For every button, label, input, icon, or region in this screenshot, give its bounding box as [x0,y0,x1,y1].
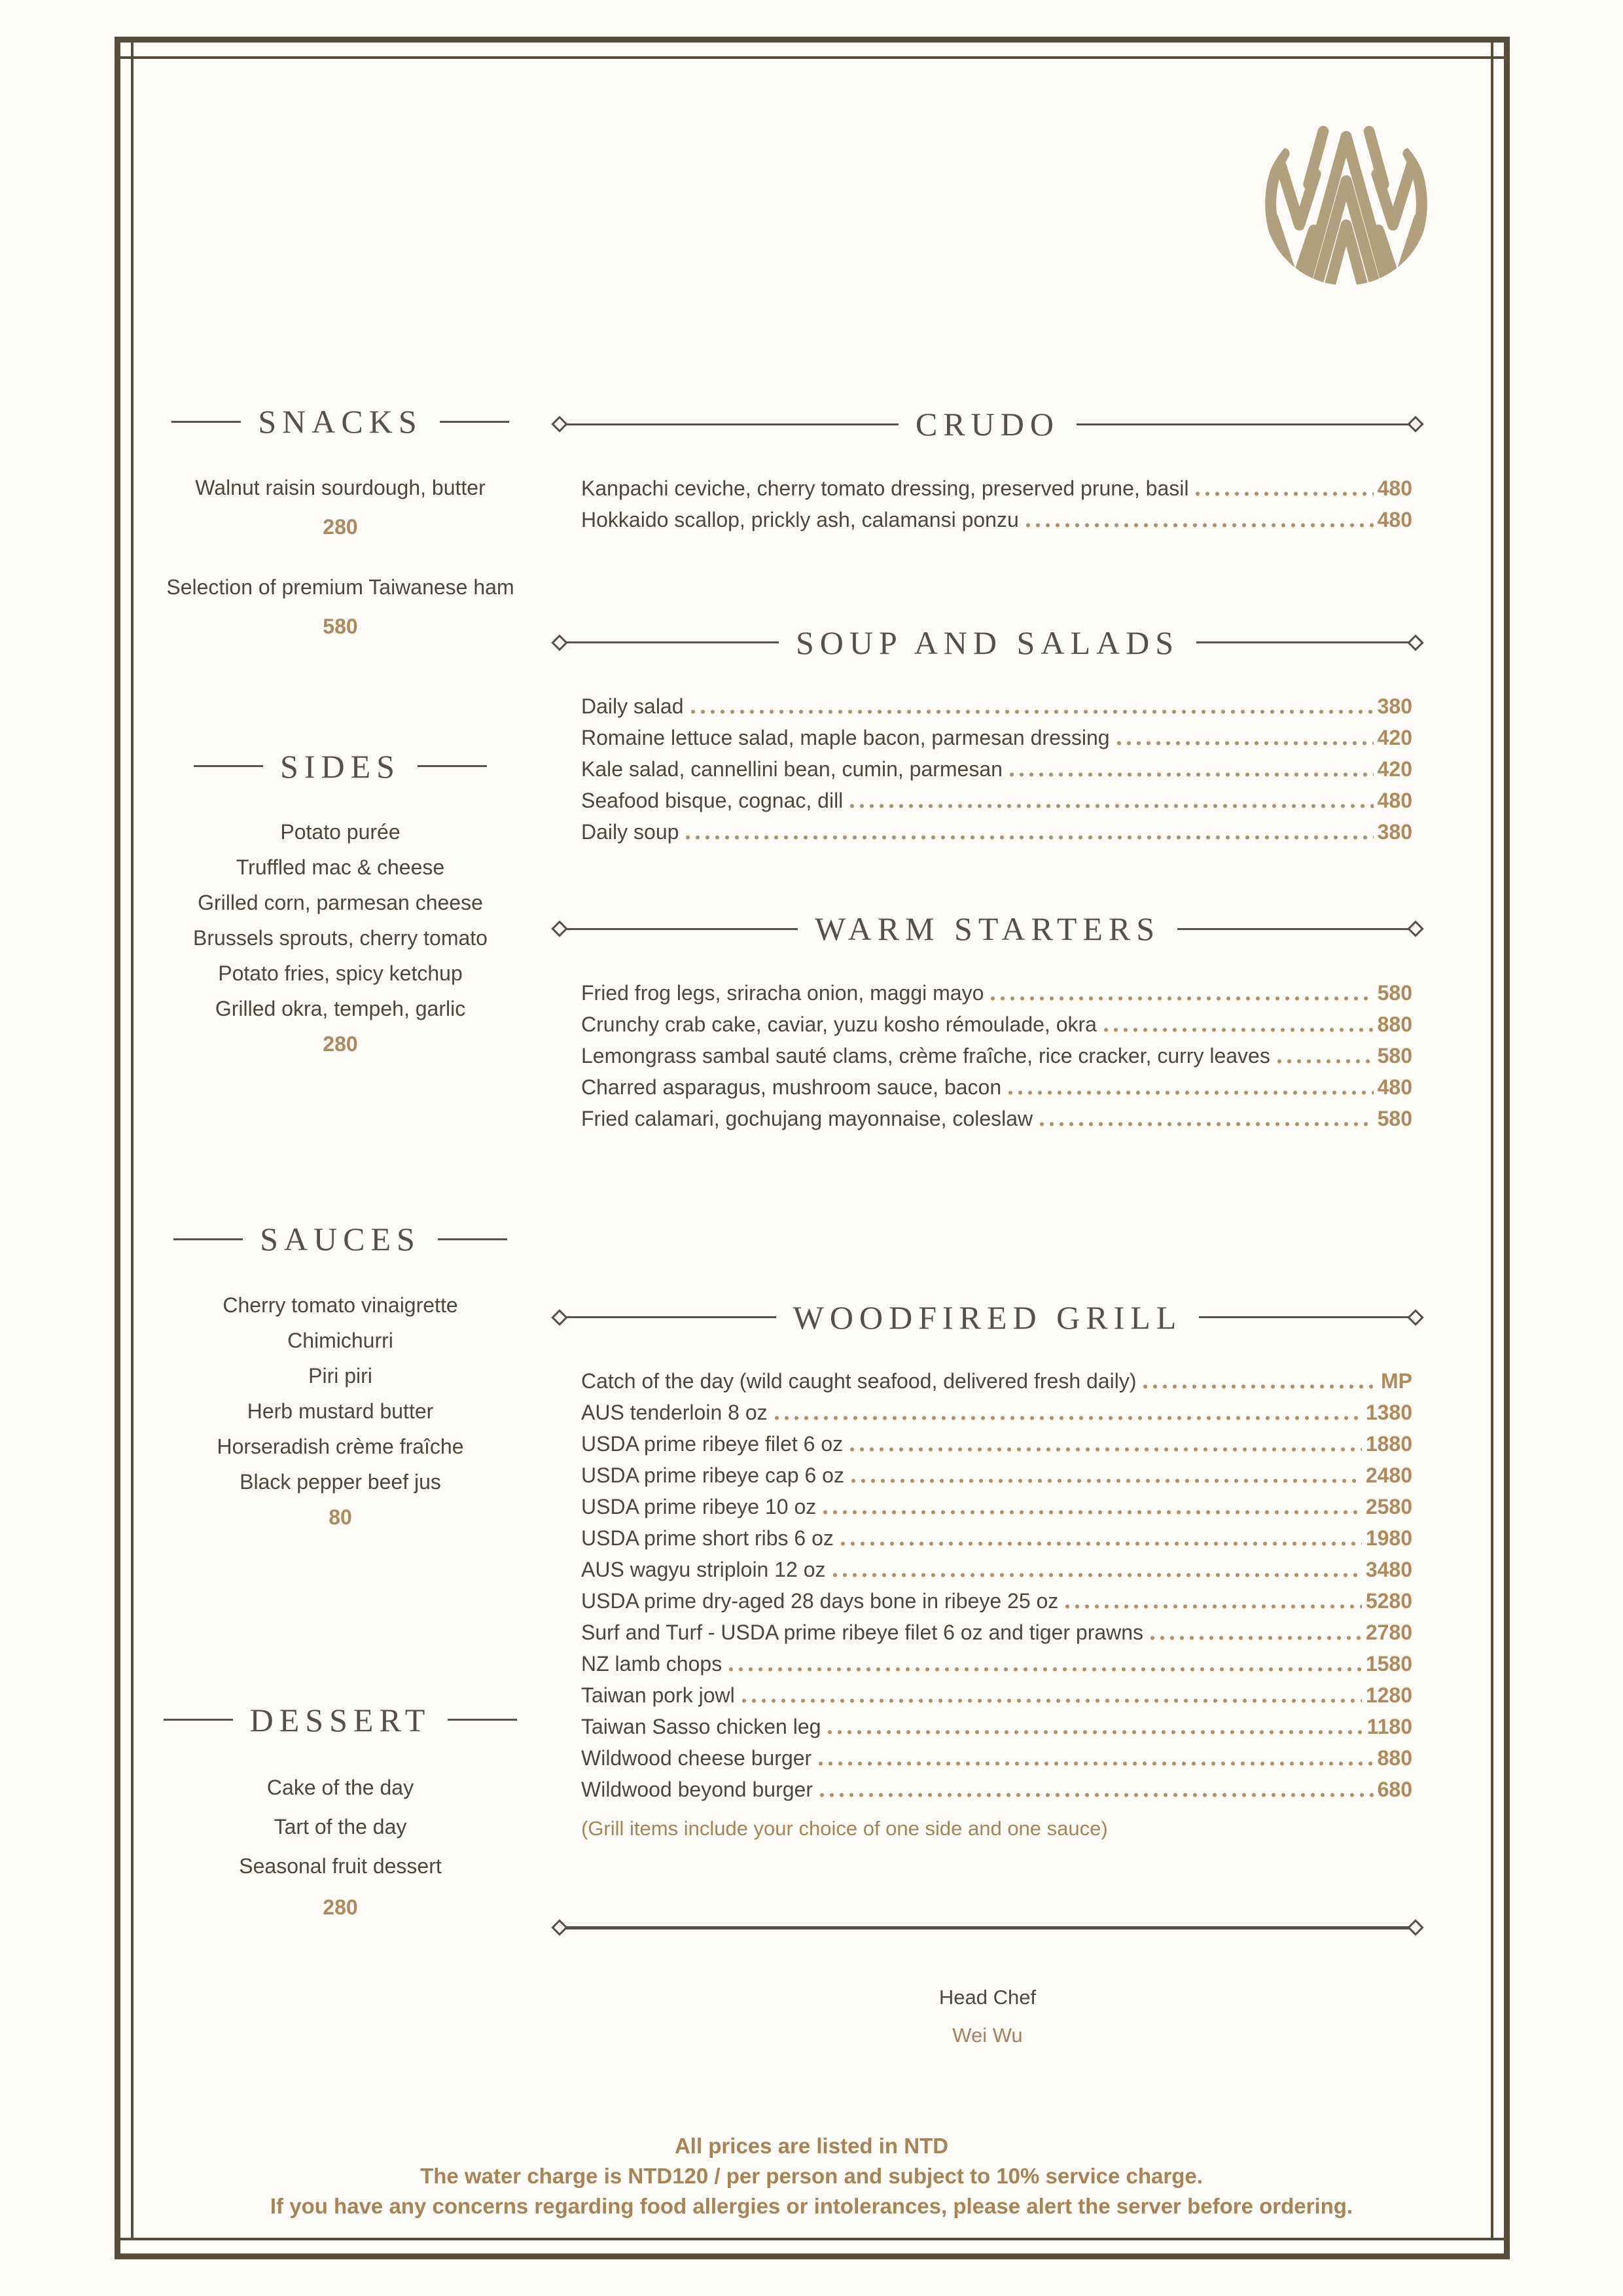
section-note: (Grill items include your choice of one side and one sauce) [581,1817,1108,1840]
diamond-icon [551,416,567,432]
menu-group-price: 80 [329,1505,352,1529]
menu-item-name: Selection of premium Taiwanese ham [166,575,514,599]
diamond-icon [1407,416,1423,432]
menu-item-price: 380 [1377,694,1412,718]
section-title-text: DESSERT [249,1701,431,1738]
menu-item-name: Taiwan Sasso chicken leg [581,1715,821,1738]
menu-group [164,1287,517,1535]
header-rule [164,1719,233,1721]
header-rule [565,928,798,930]
menu-item [581,1617,1412,1648]
menu-item-name: USDA prime ribeye cap 6 oz [581,1463,844,1487]
diamond-icon [551,1309,567,1325]
menu-item-price: 5280 [1365,1589,1412,1613]
section-title-text: SAUCES [260,1221,421,1257]
menu-item-name: Walnut raisin sourdough, butter [195,475,486,499]
menu-item-name: Hokkaido scallop, prickly ash, calamansi ponzu [581,507,1019,531]
menu-item [581,1071,1412,1103]
menu-section-snacks [164,401,517,644]
diamond-icon [551,634,567,651]
menu-section-woodfired-grill [554,1297,1421,1844]
menu-item [581,816,1412,848]
header-rule [1077,423,1410,425]
menu-item [581,1009,1412,1040]
right-column [554,0,1421,2050]
chef-name: Wei Wu [952,2024,1023,2047]
menu-item-price: 1880 [1365,1432,1412,1456]
menu-item-name: Black pepper beef jus [240,1469,441,1494]
header-rule [171,421,241,423]
menu-item-price: 1580 [1365,1652,1412,1676]
menu-item-name: Lemongrass sambal sauté clams, crème fraîche, rice cracker, curry leaves [581,1043,1270,1067]
menu-item-price: 480 [1377,789,1412,812]
menu-item-name: Brussels sprouts, cherry tomato [193,926,488,950]
header-rule [173,1238,243,1240]
menu-item-price: 680 [1377,1778,1412,1801]
menu-item [581,504,1412,535]
dot-leader [1150,1635,1362,1641]
menu-item-name: USDA prime ribeye filet 6 oz [581,1432,844,1456]
menu-item [581,691,1412,722]
menu-item-name: Chimichurri [287,1328,393,1352]
section-title-soup-and-salads [554,622,1421,664]
dot-leader [1009,772,1374,778]
menu-item-name: Grilled okra, tempeh, garlic [215,997,466,1020]
section-title-woodfired-grill [554,1297,1421,1338]
menu-item-price: 580 [1377,1106,1412,1130]
menu-group [164,814,517,1062]
menu-item-name: AUS wagyu striploin 12 oz [581,1558,826,1581]
header-rule [1177,928,1410,930]
dot-leader [827,1729,1363,1735]
section-title-snacks [164,401,517,442]
diamond-icon [551,1919,567,1935]
section-title-text: WARM STARTERS [814,910,1161,947]
menu-item-price: 880 [1377,1012,1412,1036]
menu-section-dessert [164,1699,517,1926]
menu-item-name: Kale salad, cannellini bean, cumin, parmesan [581,757,1003,781]
footer-notes [0,2131,1623,2221]
diamond-icon [551,920,567,937]
menu-item-name: Cake of the day [266,1776,414,1799]
header-rule [440,421,509,423]
dot-leader [840,1541,1362,1547]
menu-item-name: Grilled corn, parmesan cheese [198,891,483,914]
menu-group-price: 280 [323,1895,358,1919]
header-rule [565,1316,776,1318]
menu-item [581,753,1412,785]
menu-item [581,1711,1412,1742]
section-title-sauces [164,1218,517,1260]
header-rule [448,1719,517,1721]
dot-leader [690,709,1374,715]
dot-leader [1008,1090,1373,1096]
menu-item-list [554,473,1421,535]
dot-leader [1026,522,1374,528]
dot-leader [728,1666,1362,1672]
menu-item-name: Wildwood cheese burger [581,1746,812,1770]
menu-item-name: Romaine lettuce salad, maple bacon, parmesan dressing [581,726,1110,749]
menu-item-price: 420 [1377,757,1412,781]
menu-item-name: Kanpachi ceviche, cherry tomato dressing, preserved prune, basil [581,476,1189,500]
menu-group [164,1768,517,1925]
menu-item-name: Piri piri [308,1363,372,1388]
menu-item [581,473,1412,504]
menu-item-name: Horseradish crème fraîche [217,1434,464,1458]
menu-item-name: Daily salad [581,694,684,718]
menu-item-price: MP [1381,1369,1412,1393]
menu-item [581,1585,1412,1617]
footer-note-allergies: If you have any concerns regarding food allergies or intolerances, please alert the server before ordering. [270,2194,1353,2218]
menu-item-name: Potato purée [280,820,401,844]
dot-leader [990,996,1373,1001]
dot-leader [1143,1384,1377,1390]
menu-item [581,1040,1412,1071]
section-title-text: CRUDO [915,406,1060,442]
footer-note-currency: All prices are listed in NTD [674,2134,949,2158]
menu-item-name: Fried calamari, gochujang mayonnaise, coleslaw [581,1106,1033,1130]
menu-item-name: Catch of the day (wild caught seafood, delivered fresh daily) [581,1369,1137,1393]
menu-item-price: 880 [1377,1746,1412,1770]
menu-item-price: 2780 [1365,1621,1412,1644]
menu-group [164,470,517,545]
dot-leader [823,1509,1362,1515]
dot-leader [741,1698,1362,1704]
dot-leader [849,803,1373,809]
left-column [164,0,517,1925]
menu-item-name: USDA prime short ribs 6 oz [581,1526,834,1550]
dot-leader [685,834,1373,840]
chef-block [554,1983,1421,2050]
dot-leader [1103,1027,1374,1033]
menu-item-price: 2580 [1365,1495,1412,1518]
border-frame-inner-left [131,43,134,2238]
menu-item-name: Taiwan pork jowl [581,1683,735,1707]
menu-item-price: 420 [1377,726,1412,749]
header-rule [1199,1316,1410,1318]
section-title-sides [164,745,517,787]
dot-leader [1277,1058,1374,1064]
header-rule [565,641,779,643]
menu-item [581,1365,1412,1397]
footer-note-service-charge: The water charge is NTD120 / per person and subject to 10% service charge. [420,2164,1203,2188]
section-divider [554,1922,1421,1933]
menu-group-price: 580 [323,614,358,638]
menu-item [581,722,1412,753]
menu-item-name: Potato fries, spicy ketchup [218,961,463,985]
section-title-text: WOODFIRED GRILL [793,1299,1183,1336]
menu-item-name: Fried frog legs, sriracha onion, maggi mayo [581,980,984,1005]
menu-item [581,1679,1412,1711]
menu-section-warm-starters [554,908,1421,1134]
menu-item-name: Seafood bisque, cognac, dill [581,789,844,812]
menu-item-price: 480 [1377,507,1412,531]
diamond-icon [1407,1309,1423,1325]
diamond-icon [1407,1919,1423,1935]
section-title-dessert [164,1699,517,1741]
menu-item [581,977,1412,1009]
menu-item-name: Crunchy crab cake, caviar, yuzu kosho rémoulade, okra [581,1012,1097,1036]
menu-item-price: 1180 [1366,1715,1412,1738]
menu-item-price: 580 [1377,1043,1412,1067]
divider-rule [565,1926,1410,1929]
header-rule [418,765,487,767]
menu-item-name: Seasonal fruit dessert [239,1854,442,1878]
dot-leader [1116,740,1374,746]
dot-leader [1065,1604,1362,1609]
menu-item-name: Daily soup [581,820,679,844]
menu-item [581,1491,1412,1522]
menu-item [581,1774,1412,1805]
dot-leader [849,1446,1362,1452]
diamond-icon [1407,634,1423,651]
menu-item-name: NZ lamb chops [581,1652,722,1676]
menu-item-price: 580 [1377,980,1412,1005]
section-title-text: SNACKS [258,403,423,440]
menu-section-sides [164,745,517,1062]
menu-item-name: USDA prime dry-aged 28 days bone in ribeye 25 oz [581,1589,1059,1613]
dot-leader [819,1792,1374,1798]
menu-item-price: 380 [1377,820,1412,844]
border-frame-inner-bottom [120,2238,1504,2240]
menu-group [164,569,517,644]
menu-item-name: Charred asparagus, mushroom sauce, bacon [581,1075,1002,1099]
header-rule [1196,641,1410,643]
section-title-text: SIDES [280,747,401,785]
menu-item [581,1103,1412,1134]
header-rule [194,765,263,767]
menu-item-name: Cherry tomato vinaigrette [223,1293,458,1317]
dot-leader [774,1415,1362,1421]
menu-group-price: 280 [323,514,358,539]
menu-item [581,1742,1412,1774]
menu-item-price: 1980 [1365,1526,1412,1550]
menu-item-price: 1380 [1365,1401,1412,1424]
dot-leader [832,1572,1362,1578]
chef-label: Head Chef [938,1986,1037,2009]
dot-leader [851,1478,1362,1484]
menu-item-name: USDA prime ribeye 10 oz [581,1495,817,1518]
menu-section-soup-and-salads [554,622,1421,848]
menu-item-list [554,1365,1421,1805]
menu-item-name: AUS tenderloin 8 oz [581,1401,768,1424]
dot-leader [1195,491,1373,497]
menu-item [581,1397,1412,1428]
section-title-text: SOUP AND SALADS [795,624,1180,661]
menu-item-list [554,977,1421,1134]
menu-item-price: 3480 [1365,1558,1412,1581]
menu-item-name: Surf and Turf - USDA prime ribeye filet 6 oz and tiger prawns [581,1621,1144,1644]
header-rule [438,1238,507,1240]
menu-section-sauces [164,1218,517,1535]
dot-leader [1039,1121,1373,1127]
menu-item-price: 480 [1377,1075,1412,1099]
menu-item-name: Tart of the day [274,1815,407,1839]
menu-item-price: 2480 [1365,1463,1412,1487]
menu-item [581,1522,1412,1554]
section-title-warm-starters [554,908,1421,950]
menu-item [581,1554,1412,1585]
menu-item-name: Herb mustard butter [247,1399,434,1423]
header-rule [565,423,899,425]
menu-item-price: 480 [1377,476,1412,500]
diamond-icon [1407,920,1423,937]
menu-item [581,1648,1412,1679]
menu-item-name: Truffled mac & cheese [236,855,445,879]
menu-item [581,1460,1412,1491]
menu-group-price: 280 [323,1032,358,1056]
menu-item-price: 1280 [1365,1683,1412,1707]
menu-item-list [554,691,1421,848]
section-title-crudo [554,403,1421,445]
menu-item [581,785,1412,816]
menu-section-crudo [554,403,1421,535]
border-frame-inner-right [1491,43,1493,2238]
dot-leader [818,1761,1373,1767]
menu-item-name: Wildwood beyond burger [581,1778,813,1801]
menu-item [581,1428,1412,1460]
